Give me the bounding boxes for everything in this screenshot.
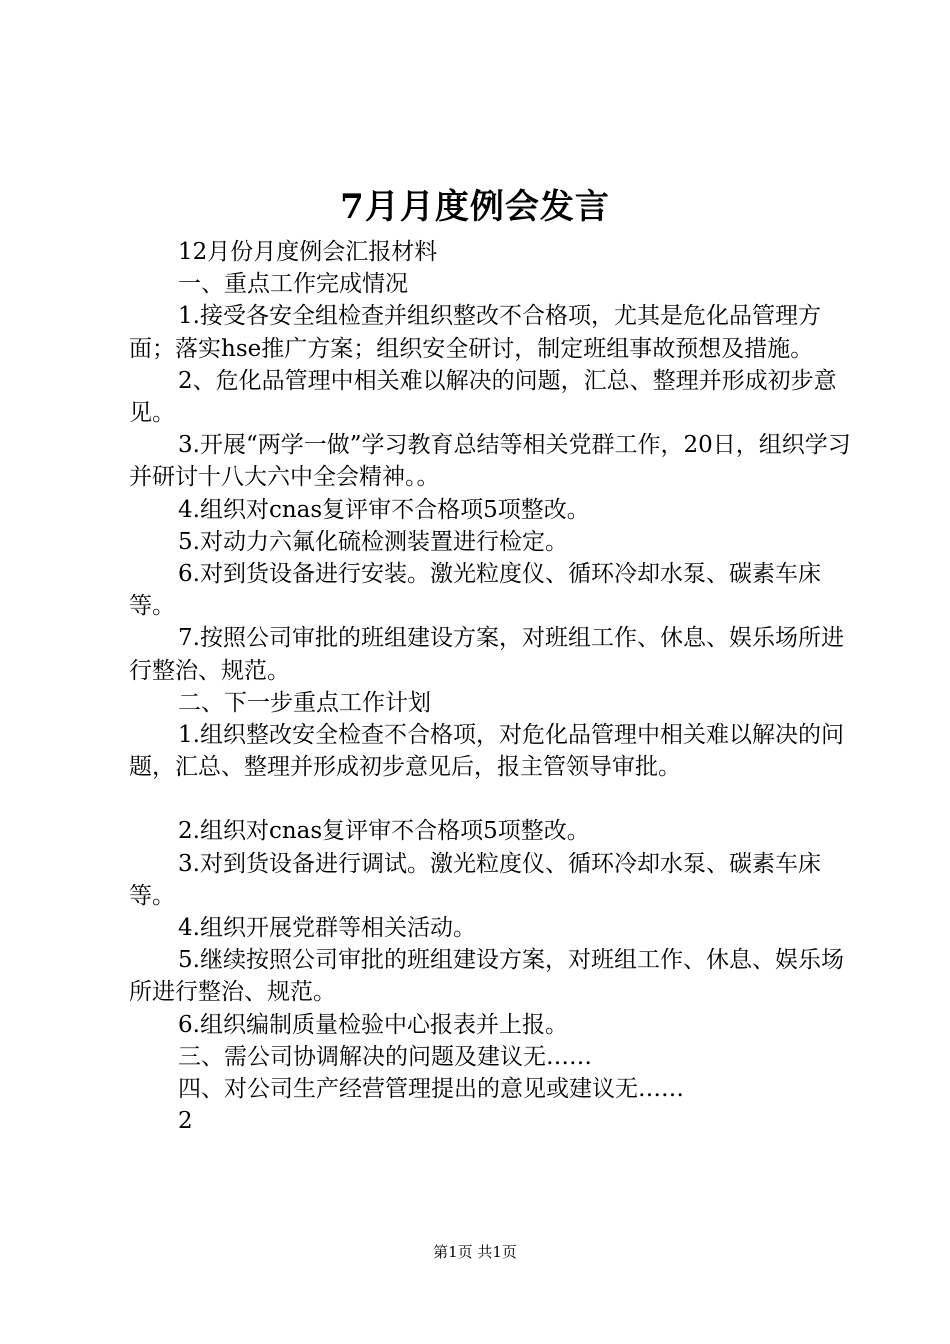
report-heading: 12月份月度例会汇报材料 <box>178 239 438 265</box>
document-body <box>129 236 851 1137</box>
page-footer: 第1页 共1页 <box>433 1243 517 1261</box>
section-heading-4: 四、对公司生产经营管理提出的意见或建议无…… <box>178 1076 684 1103</box>
plan-item-2: 2.组织对cnas复评审不合格项5项整改。 <box>178 818 590 845</box>
section-heading-2: 二、下一步重点工作计划 <box>178 689 431 716</box>
completed-item-2: 2、危化品管理中相关难以解决的问题，汇总、整理并形成初步意见。 <box>129 367 837 427</box>
plan-item-6: 6.组织编制质量检验中心报表并上报。 <box>178 1011 568 1038</box>
paragraph-gap <box>129 783 851 815</box>
completed-item-7: 7.按照公司审批的班组建设方案，对班组工作、休息、娱乐场所进行整治、规范。 <box>129 625 844 684</box>
section-heading-1: 一、重点工作完成情况 <box>178 271 408 298</box>
completed-item-6: 6.对到货设备进行安装。激光粒度仪、循环冷却水泵、碳素车床等。 <box>129 561 821 620</box>
trailing-number: 2 <box>178 1108 193 1135</box>
completed-item-1: 1.接受各安全组检查并组织整改不合格项，尤其是危化品管理方面；落实hse推广方案；组织安全研讨，制定班组事故预想及措施。 <box>129 303 821 362</box>
document-title: 7月月度例会发言 <box>340 187 610 227</box>
plan-item-4: 4.组织开展党群等相关活动。 <box>178 915 476 942</box>
section-heading-3: 三、需公司协调解决的问题及建议无…… <box>178 1043 592 1070</box>
completed-item-3: 3.开展“两学一做”学习教育总结等相关党群工作，20日，组织学习并研讨十八大六中全会精神。。 <box>129 432 851 491</box>
plan-item-3: 3.对到货设备进行调试。激光粒度仪、循环冷却水泵、碳素车床等。 <box>129 850 821 909</box>
completed-item-4: 4.组织对cnas复评审不合格项5项整改。 <box>178 496 590 523</box>
completed-item-5: 5.对动力六氟化硫检测装置进行检定。 <box>178 528 568 555</box>
plan-item-5: 5.继续按照公司审批的班组建设方案，对班组工作、休息、娱乐场所进行整治、规范。 <box>129 947 844 1006</box>
plan-item-1: 1.组织整改安全检查不合格项，对危化品管理中相关难以解决的问题，汇总、整理并形成初步意见后，报主管领导审批。 <box>129 722 844 781</box>
